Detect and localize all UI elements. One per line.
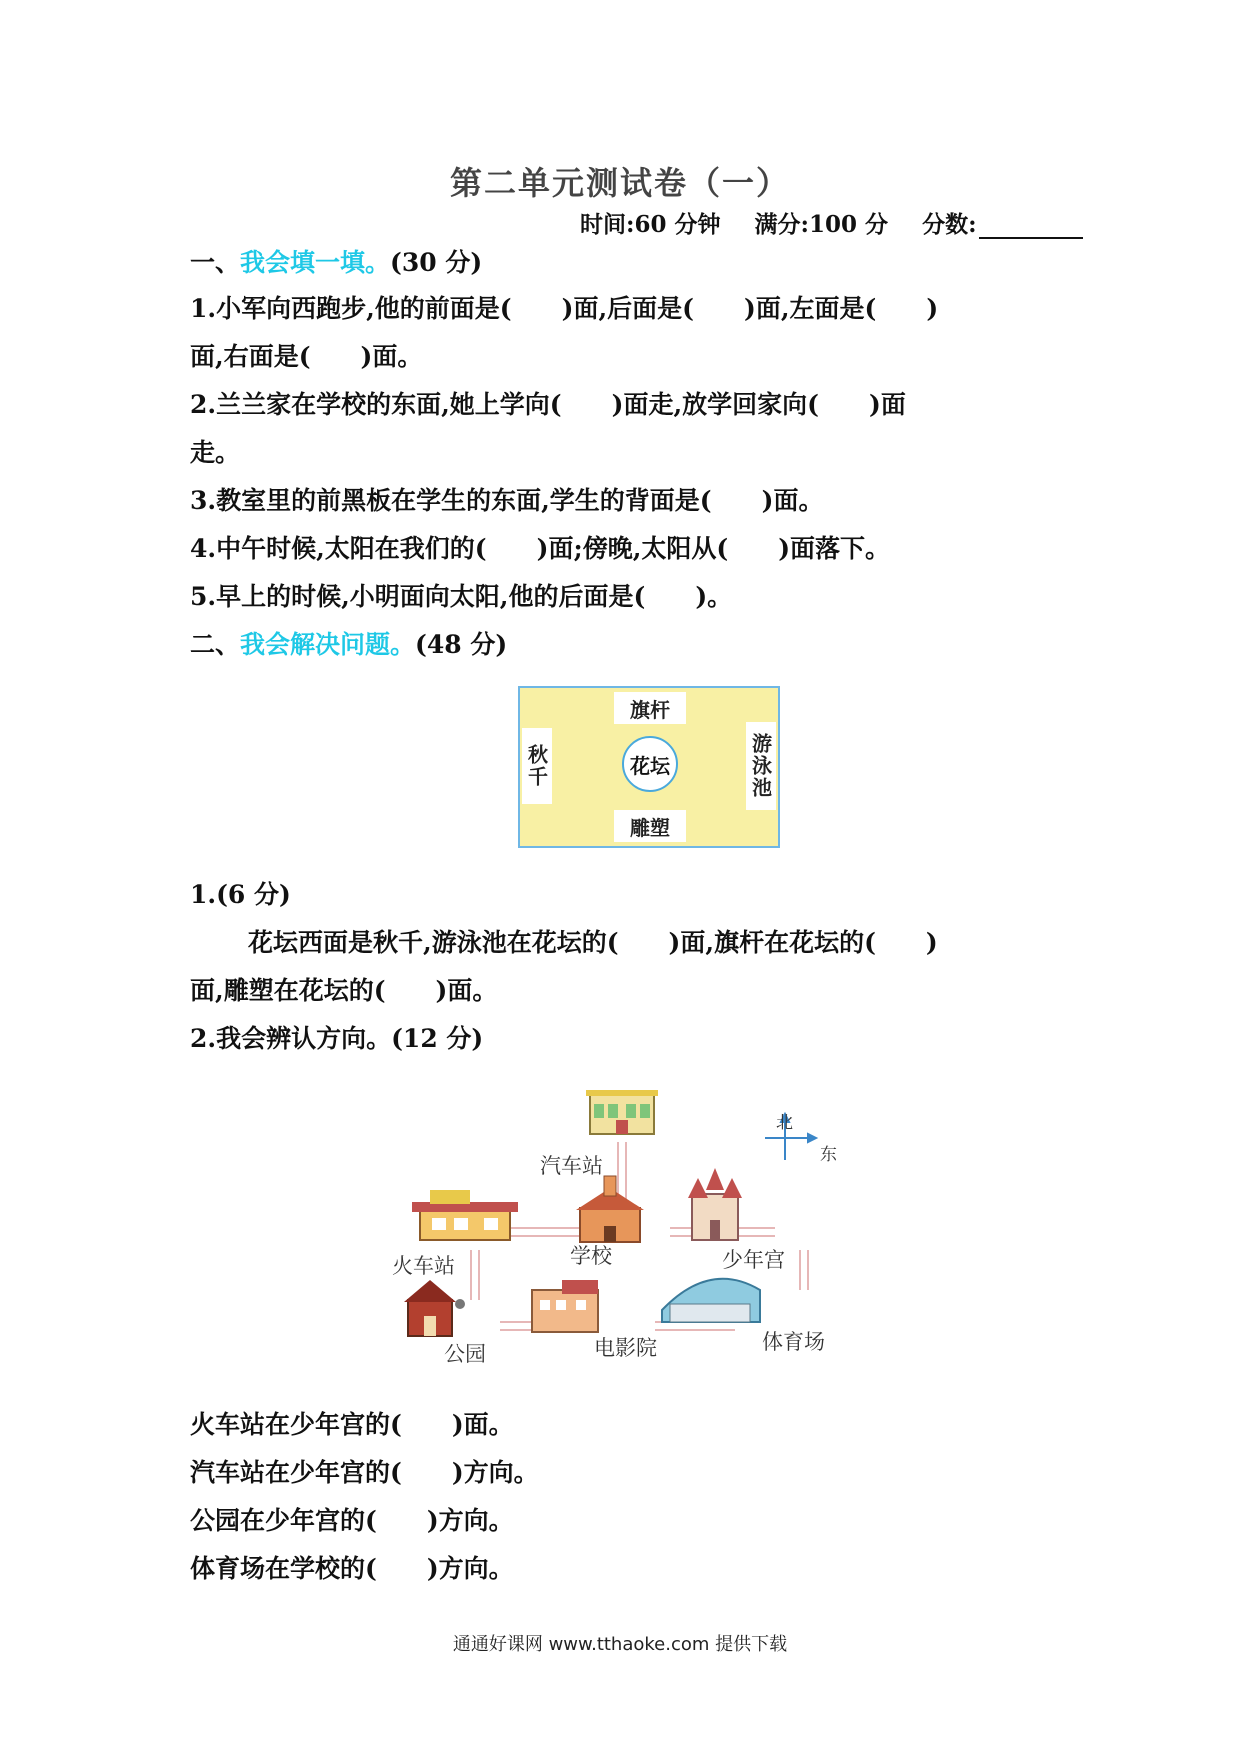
score-label: 分数: xyxy=(922,211,977,238)
question-5: 5.早上的时候,小明面向太阳,他的后面是( )。 xyxy=(190,582,733,611)
q2-line1: 火车站在少年宫的( )面。 xyxy=(190,1410,514,1439)
section1-points: (30 分) xyxy=(390,248,483,277)
pool-label: 游泳池 xyxy=(746,722,776,810)
q2-line2: 汽车站在少年宫的( )方向。 xyxy=(190,1458,539,1487)
section2-points: (48 分) xyxy=(415,630,508,659)
cinema-label: 电影院 xyxy=(594,1336,657,1360)
section2-heading: 二、我会解决问题。(48 分) xyxy=(190,630,508,659)
question-1-line1: 1.小军向西跑步,他的前面是( )面,后面是( )面,左面是( ) xyxy=(190,294,939,323)
q2-header: 2.我会辨认方向。(12 分) xyxy=(190,1024,484,1053)
section1-title: 我会填一填。 xyxy=(240,248,391,277)
school-icon xyxy=(576,1176,644,1242)
youth-palace-icon xyxy=(688,1168,742,1240)
swing-label: 秋千 xyxy=(522,728,552,804)
flagpole-label: 旗杆 xyxy=(614,692,686,724)
page-footer: 通通好课网 www.tthaoke.com 提供下载 xyxy=(452,1634,788,1655)
question-3: 3.教室里的前黑板在学生的东面,学生的背面是( )面。 xyxy=(190,486,824,515)
sculpture-label: 雕塑 xyxy=(614,810,686,842)
park-label: 公园 xyxy=(444,1342,486,1366)
section2-title: 我会解决问题。 xyxy=(240,630,416,659)
score-blank[interactable] xyxy=(979,215,1083,239)
exam-meta xyxy=(580,206,1109,239)
compass-north-label: 北 xyxy=(776,1113,793,1133)
garden-plan-diagram xyxy=(518,686,780,848)
bus-station-label: 汽车站 xyxy=(540,1154,603,1178)
full-marks: 满分:100 分 xyxy=(754,211,889,238)
stadium-label: 体育场 xyxy=(762,1330,825,1354)
cinema-icon xyxy=(532,1280,598,1332)
question-2-line2: 走。 xyxy=(190,438,241,467)
youth-palace-label: 少年宫 xyxy=(722,1248,785,1272)
question-2-line1: 2.兰兰家在学校的东面,她上学向( )面走,放学回家向( )面 xyxy=(190,390,906,419)
q1-header: 1.(6 分) xyxy=(190,880,291,909)
q1-line1: 花坛西面是秋千,游泳池在花坛的( )面,旗杆在花坛的( ) xyxy=(248,928,938,957)
page-title: 第二单元测试卷（一） xyxy=(449,164,790,202)
flowerbed-label: 花坛 xyxy=(622,736,678,792)
compass-east-label: 东 xyxy=(820,1145,837,1165)
q1-line2: 面,雕塑在花坛的( )面。 xyxy=(190,976,498,1005)
q2-line3: 公园在少年宫的( )方向。 xyxy=(190,1506,514,1535)
q2-line4: 体育场在学校的( )方向。 xyxy=(190,1554,514,1583)
park-icon xyxy=(404,1280,465,1336)
section1-heading: 一、我会填一填。(30 分) xyxy=(190,248,483,277)
stadium-icon xyxy=(662,1279,760,1322)
question-1-line2: 面,右面是( )面。 xyxy=(190,342,423,371)
time-limit: 时间:60 分钟 xyxy=(580,211,721,238)
question-4: 4.中午时候,太阳在我们的( )面;傍晚,太阳从( )面落下。 xyxy=(190,534,891,563)
school-label: 学校 xyxy=(570,1244,612,1268)
train-station-icon xyxy=(412,1190,518,1240)
train-station-label: 火车站 xyxy=(392,1254,455,1278)
bus-station-icon xyxy=(586,1090,658,1134)
